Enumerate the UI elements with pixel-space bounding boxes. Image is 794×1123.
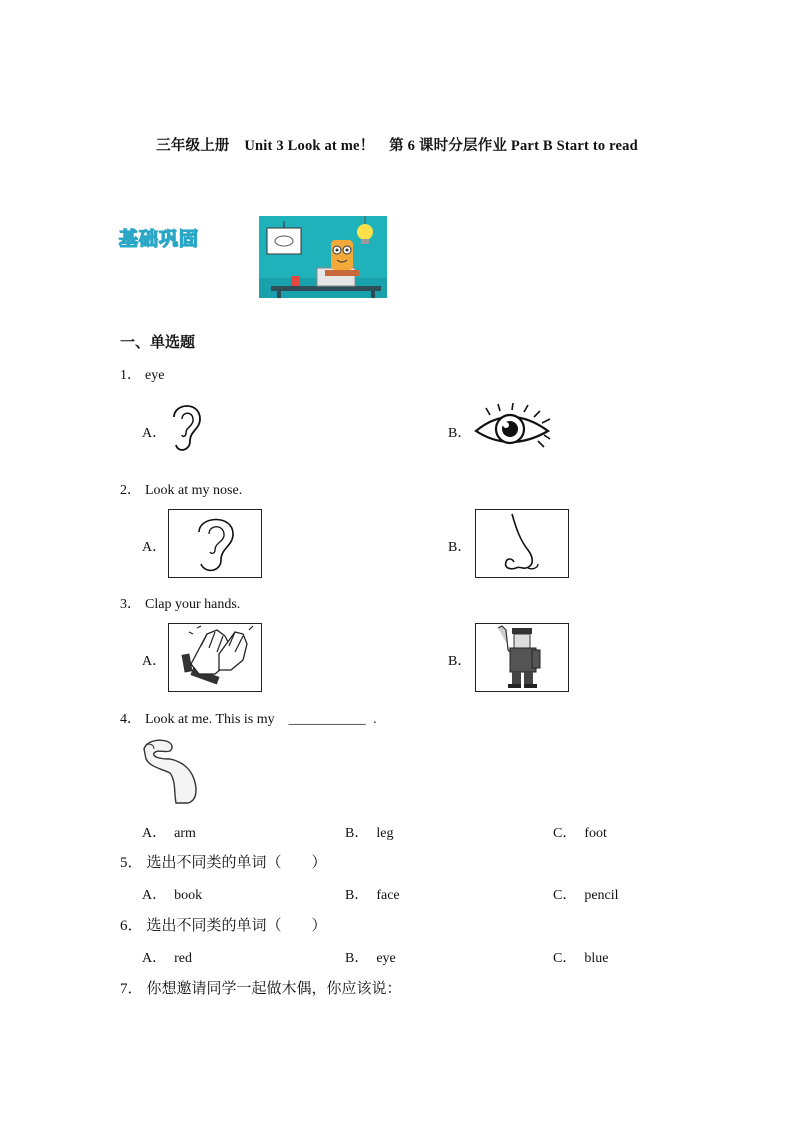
q4-option-b[interactable] (345, 822, 393, 842)
option-text: eye (376, 951, 396, 966)
section-heading: 一、单选题 (120, 335, 196, 351)
question-number: 2． (120, 483, 141, 498)
question-text: 选出不同类的单词（ ） (146, 918, 327, 934)
q3-option-a-label: A． (142, 654, 167, 669)
question-text: eye (145, 368, 165, 383)
q2-option-a-label: A． (142, 540, 167, 555)
option-text: arm (174, 826, 196, 841)
ear-icon (166, 399, 206, 455)
arm-icon (140, 737, 204, 805)
q6-option-b[interactable] (345, 947, 396, 967)
question-text: Clap your hands. (145, 597, 241, 612)
answer-blank: ___________ (288, 712, 366, 727)
question-text: 选出不同类的单词（ ） (146, 855, 327, 871)
q2-option-b-label: B． (448, 540, 472, 555)
option-letter: A． (142, 826, 167, 841)
q5-option-a[interactable] (142, 884, 202, 904)
q6-option-c[interactable] (553, 947, 608, 967)
ear-icon (168, 509, 262, 578)
foundation-banner: 基础巩固 (119, 228, 200, 250)
q3-option-b-label: B． (448, 654, 472, 669)
q6-option-a[interactable] (142, 947, 192, 967)
question-6 (120, 914, 327, 935)
question-number: 5． (120, 855, 143, 871)
question-5 (120, 851, 327, 872)
option-text: face (376, 888, 400, 903)
q1-option-a-label: A． (142, 426, 167, 441)
option-letter: B． (345, 826, 369, 841)
question-number: 3． (120, 597, 141, 612)
question-number: 6． (120, 918, 143, 934)
option-letter: B． (345, 888, 369, 903)
option-text: blue (584, 951, 609, 966)
nose-icon (475, 509, 569, 578)
option-text: red (174, 951, 193, 966)
question-number: 1． (120, 368, 141, 383)
option-letter: C． (553, 951, 577, 966)
option-letter: C． (553, 888, 577, 903)
option-letter: A． (142, 888, 167, 903)
question-end: . (369, 712, 377, 727)
option-text: leg (376, 826, 394, 841)
option-letter: B． (345, 951, 369, 966)
option-text: foot (584, 826, 607, 841)
police-officer-icon (475, 623, 569, 692)
q4-option-a[interactable] (142, 822, 196, 842)
q4-option-c[interactable] (553, 822, 607, 842)
question-2 (120, 479, 242, 499)
clapping-hands-icon (168, 623, 262, 692)
q5-option-c[interactable] (553, 884, 619, 904)
classroom-cartoon-picture (259, 216, 387, 298)
question-text: Look at my nose. (145, 483, 243, 498)
question-3 (120, 593, 240, 613)
question-number: 4． (120, 712, 141, 727)
option-letter: A． (142, 951, 167, 966)
question-4 (120, 708, 377, 728)
option-letter: C． (553, 826, 577, 841)
question-1 (120, 364, 164, 384)
worksheet-title: 三年级上册 Unit 3 Look at me！ 第 6 课时分层作业 Part B Start to read (156, 138, 638, 154)
question-number: 7． (120, 981, 143, 997)
option-text: pencil (584, 888, 619, 903)
question-7 (120, 977, 402, 998)
question-text: 你想邀请同学一起做木偶，你应该说： (146, 981, 402, 997)
q5-option-b[interactable] (345, 884, 400, 904)
option-text: book (174, 888, 203, 903)
eye-icon (470, 403, 554, 453)
question-text: Look at me. This is my (145, 712, 275, 727)
q1-option-b-label: B． (448, 426, 472, 441)
